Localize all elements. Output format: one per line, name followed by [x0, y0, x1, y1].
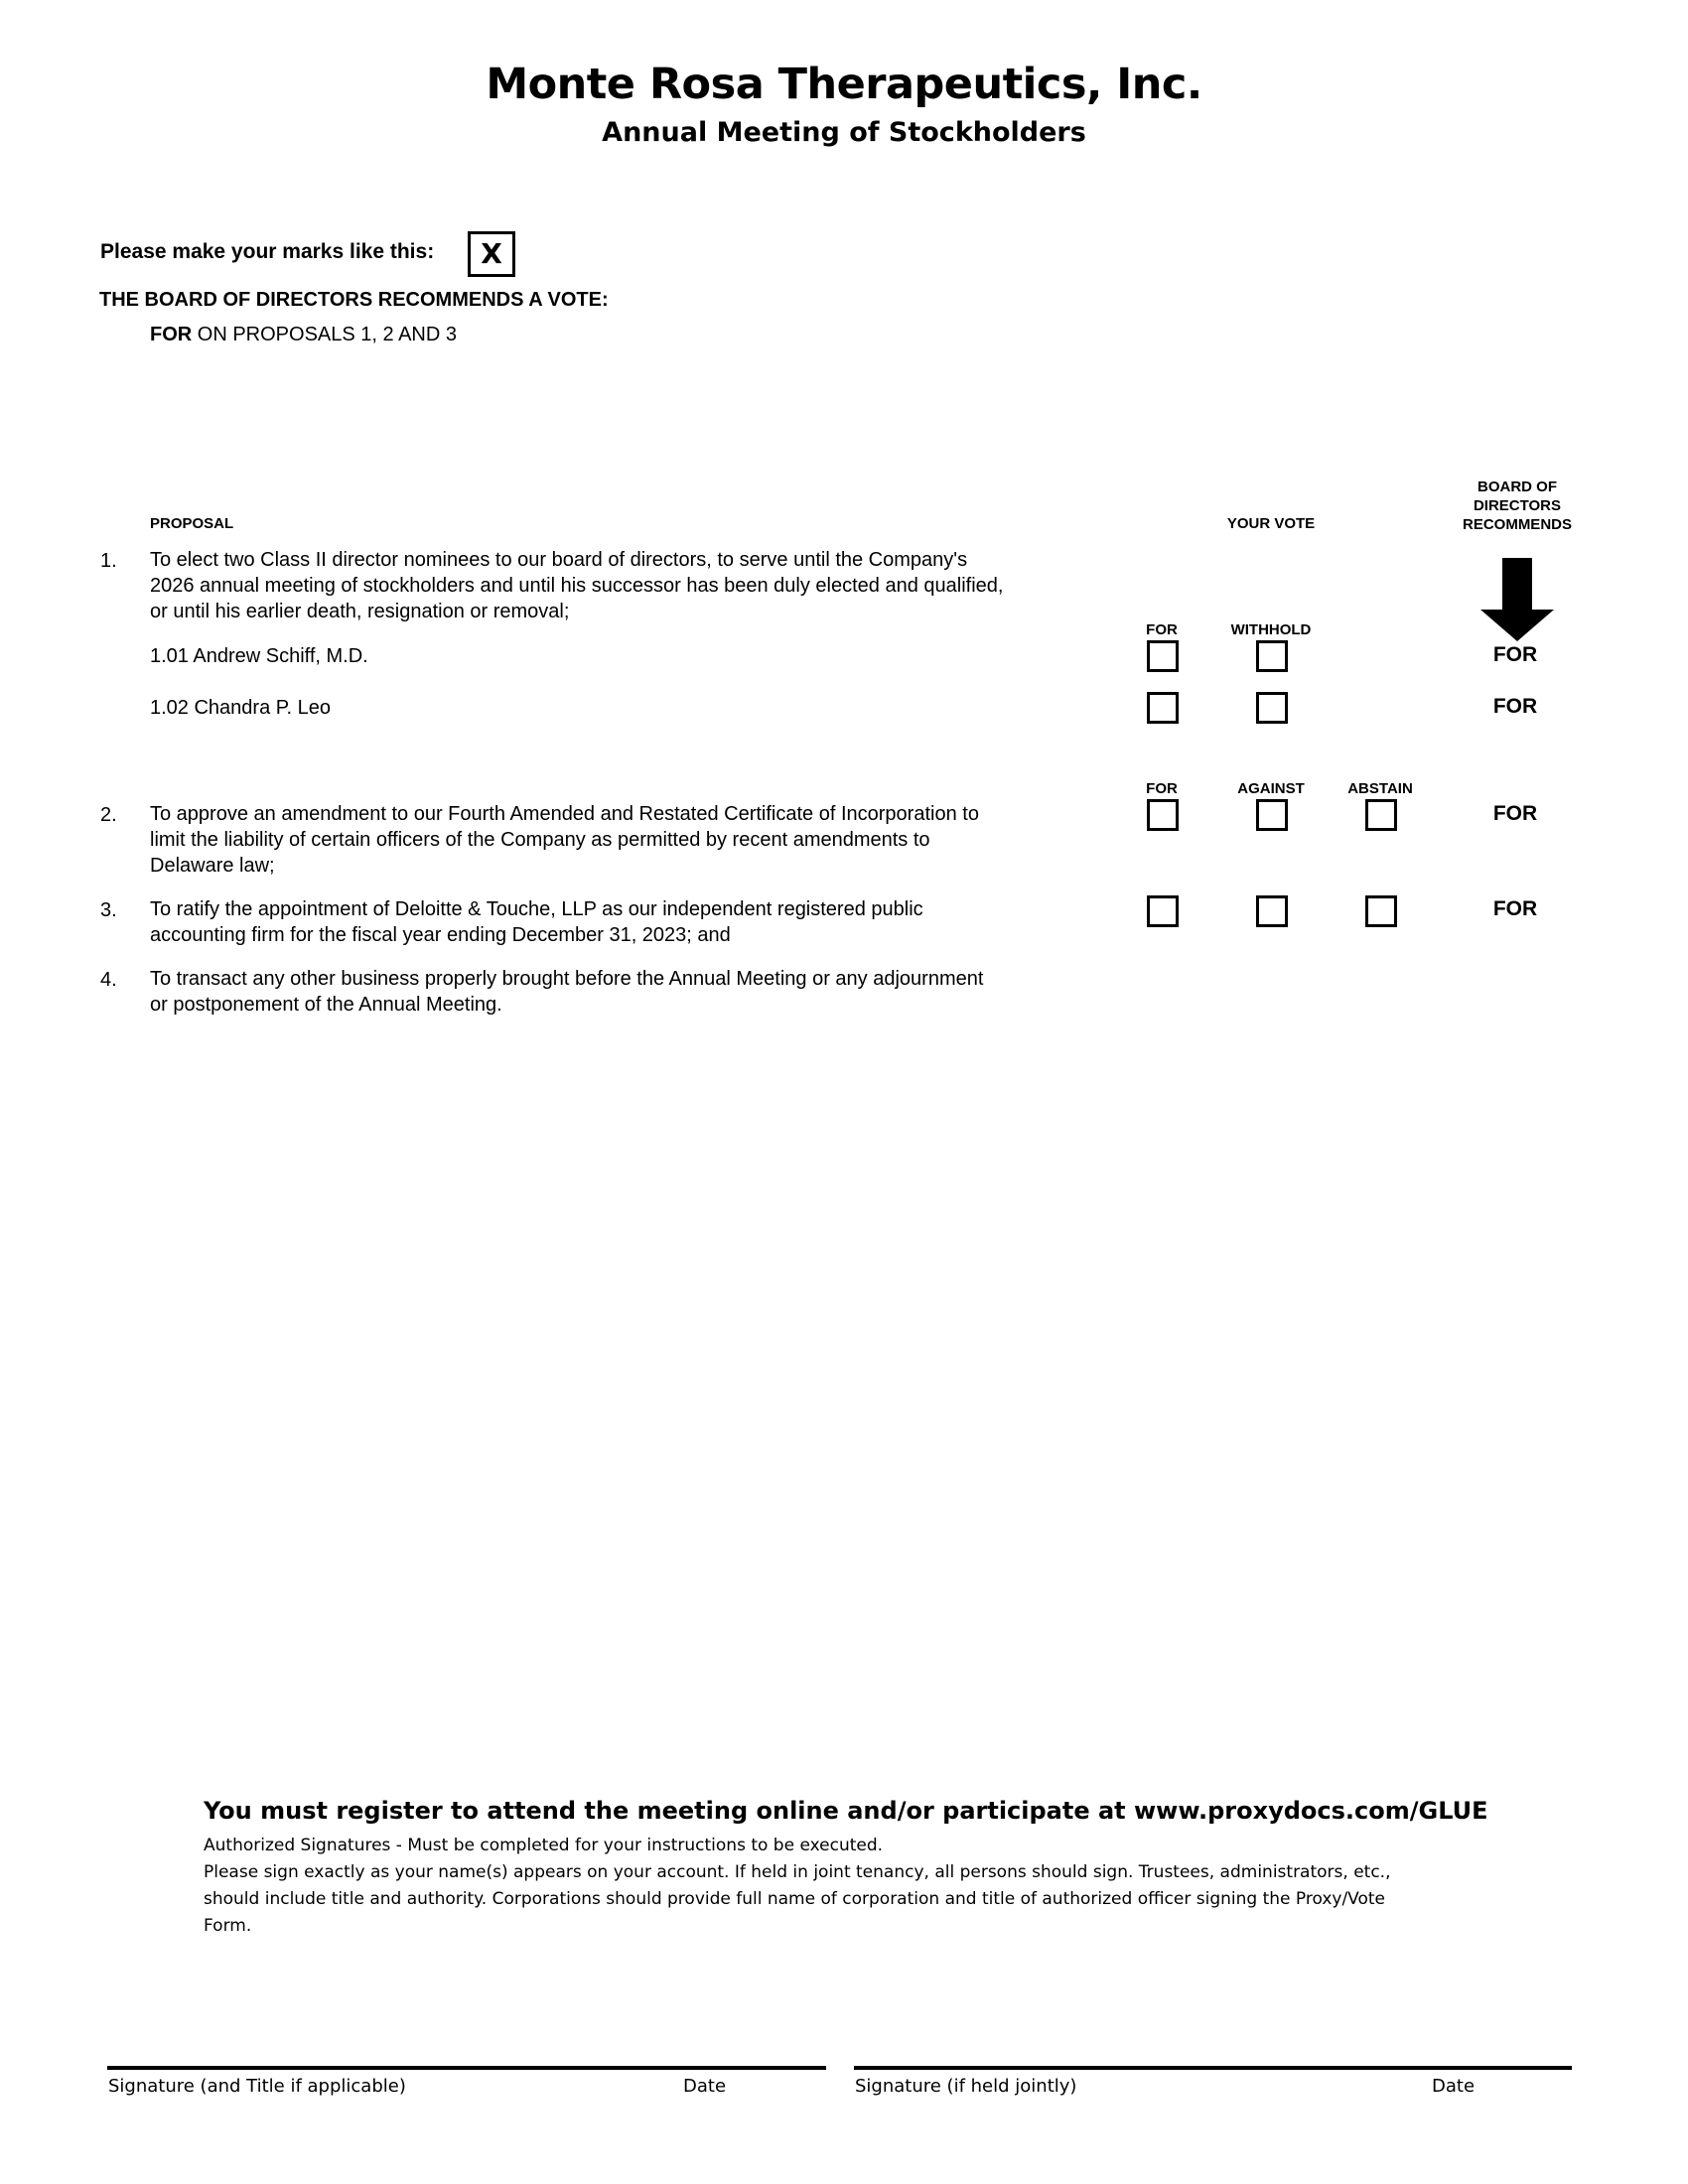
nominee-1-for-checkbox[interactable]	[1147, 640, 1179, 672]
proposal-2-abstain-header: ABSTAIN	[1347, 780, 1413, 797]
date-1-label: Date	[683, 2076, 727, 2097]
your-vote-header: YOUR VOTE	[1226, 515, 1316, 532]
nominee-1-label: 1.01 Andrew Schiff, M.D.	[150, 645, 368, 667]
proposal-1-line: To elect two Class II director nominees to our board of directors, to serve until the Company's	[150, 549, 968, 571]
proposal-2-against-checkbox[interactable]	[1256, 799, 1288, 831]
proposal-3-number: 3.	[100, 899, 117, 921]
proposal-4-line: or postponement of the Annual Meeting.	[150, 994, 502, 1016]
signature-1-line[interactable]	[107, 2066, 826, 2070]
proposal-3-abstain-checkbox[interactable]	[1365, 895, 1397, 927]
proposal-2-number: 2.	[100, 804, 117, 826]
proposal-column-header: PROPOSAL	[150, 515, 234, 532]
recommendation-prefix: FOR	[150, 324, 193, 345]
proposal-3-against-checkbox[interactable]	[1256, 895, 1288, 927]
proposal-1-line: or until his earlier death, resignation or removal;	[150, 601, 570, 622]
signing-instructions-line: should include title and authority. Corporations should provide full name of corporation and title of authorized officer signing the Proxy/Vote	[204, 1889, 1386, 1909]
signature-1-label: Signature (and Title if applicable)	[108, 2076, 406, 2097]
nominee-2-for-checkbox[interactable]	[1147, 692, 1179, 724]
proposal-2-text	[150, 801, 1143, 879]
down-arrow-icon	[1479, 558, 1555, 641]
nominee-2-recommendation: FOR	[1492, 695, 1538, 718]
proposal-3-line: To ratify the appointment of Deloitte & Touche, LLP as our independent registered public	[150, 898, 923, 920]
marks-example-box: X	[468, 231, 515, 277]
proposal-3-text	[150, 896, 1143, 948]
board-recommends-line1: BOARD OF	[1477, 478, 1557, 495]
company-title: Monte Rosa Therapeutics, Inc.	[486, 60, 1202, 109]
signature-2-line[interactable]	[854, 2066, 1572, 2070]
registration-notice: You must register to attend the meeting online and/or participate at www.proxydocs.com/GLUE	[204, 1797, 1488, 1825]
meeting-subtitle: Annual Meeting of Stockholders	[602, 117, 1086, 148]
proposal-2-against-header: AGAINST	[1237, 780, 1305, 797]
proposal-3-line: accounting firm for the fiscal year ending December 31, 2023; and	[150, 924, 731, 946]
board-recommendation-line	[150, 324, 457, 346]
board-recommendation-heading: THE BOARD OF DIRECTORS RECOMMENDS A VOTE:	[99, 289, 609, 311]
nominee-2-label: 1.02 Chandra P. Leo	[150, 697, 332, 719]
proposal-2-for-header: FOR	[1146, 780, 1178, 797]
authorized-signatures-note: Authorized Signatures - Must be completed for your instructions to be executed.	[204, 1836, 884, 1855]
nominee-2-withhold-checkbox[interactable]	[1256, 692, 1288, 724]
nominee-1-withhold-checkbox[interactable]	[1256, 640, 1288, 672]
proposal-4-number: 4.	[100, 969, 117, 991]
proposal-2-line: To approve an amendment to our Fourth Amended and Restated Certificate of Incorporation to	[150, 803, 979, 825]
signing-instructions-line: Please sign exactly as your name(s) appears on your account. If held in joint tenancy, all persons should sign. Trustees, administrators, etc.,	[204, 1862, 1391, 1882]
proposal-4-text	[150, 966, 1143, 1018]
proposal-1-number: 1.	[100, 550, 117, 572]
proposal-1-line: 2026 annual meeting of stockholders and until his successor has been duly elected and qualified,	[150, 575, 1004, 597]
proposal-1-withhold-header: WITHHOLD	[1230, 621, 1312, 638]
recommendation-rest: ON PROPOSALS 1, 2 AND 3	[192, 324, 457, 345]
marks-instruction: Please make your marks like this:	[100, 240, 435, 263]
proposal-2-recommendation: FOR	[1492, 802, 1538, 825]
proposal-2-abstain-checkbox[interactable]	[1365, 799, 1397, 831]
signature-2-label: Signature (if held jointly)	[855, 2076, 1077, 2097]
board-recommends-header	[1430, 478, 1605, 534]
nominee-1-recommendation: FOR	[1492, 643, 1538, 666]
signing-instructions	[204, 1859, 1574, 1940]
proposal-4-line: To transact any other business properly brought before the Annual Meeting or any adjournment	[150, 968, 984, 990]
signing-instructions-line: Form.	[204, 1916, 252, 1936]
proposal-3-recommendation: FOR	[1492, 897, 1538, 920]
board-recommends-line2: DIRECTORS	[1473, 497, 1562, 514]
board-recommends-line3: RECOMMENDS	[1462, 516, 1572, 533]
proposal-2-for-checkbox[interactable]	[1147, 799, 1179, 831]
proposal-3-for-checkbox[interactable]	[1147, 895, 1179, 927]
date-2-label: Date	[1432, 2076, 1476, 2097]
proposal-1-for-header: FOR	[1146, 621, 1178, 638]
proposal-2-line: limit the liability of certain officers of the Company as permitted by recent amendments to	[150, 829, 930, 851]
proposal-1-text	[150, 547, 1143, 624]
proposal-2-line: Delaware law;	[150, 855, 275, 877]
